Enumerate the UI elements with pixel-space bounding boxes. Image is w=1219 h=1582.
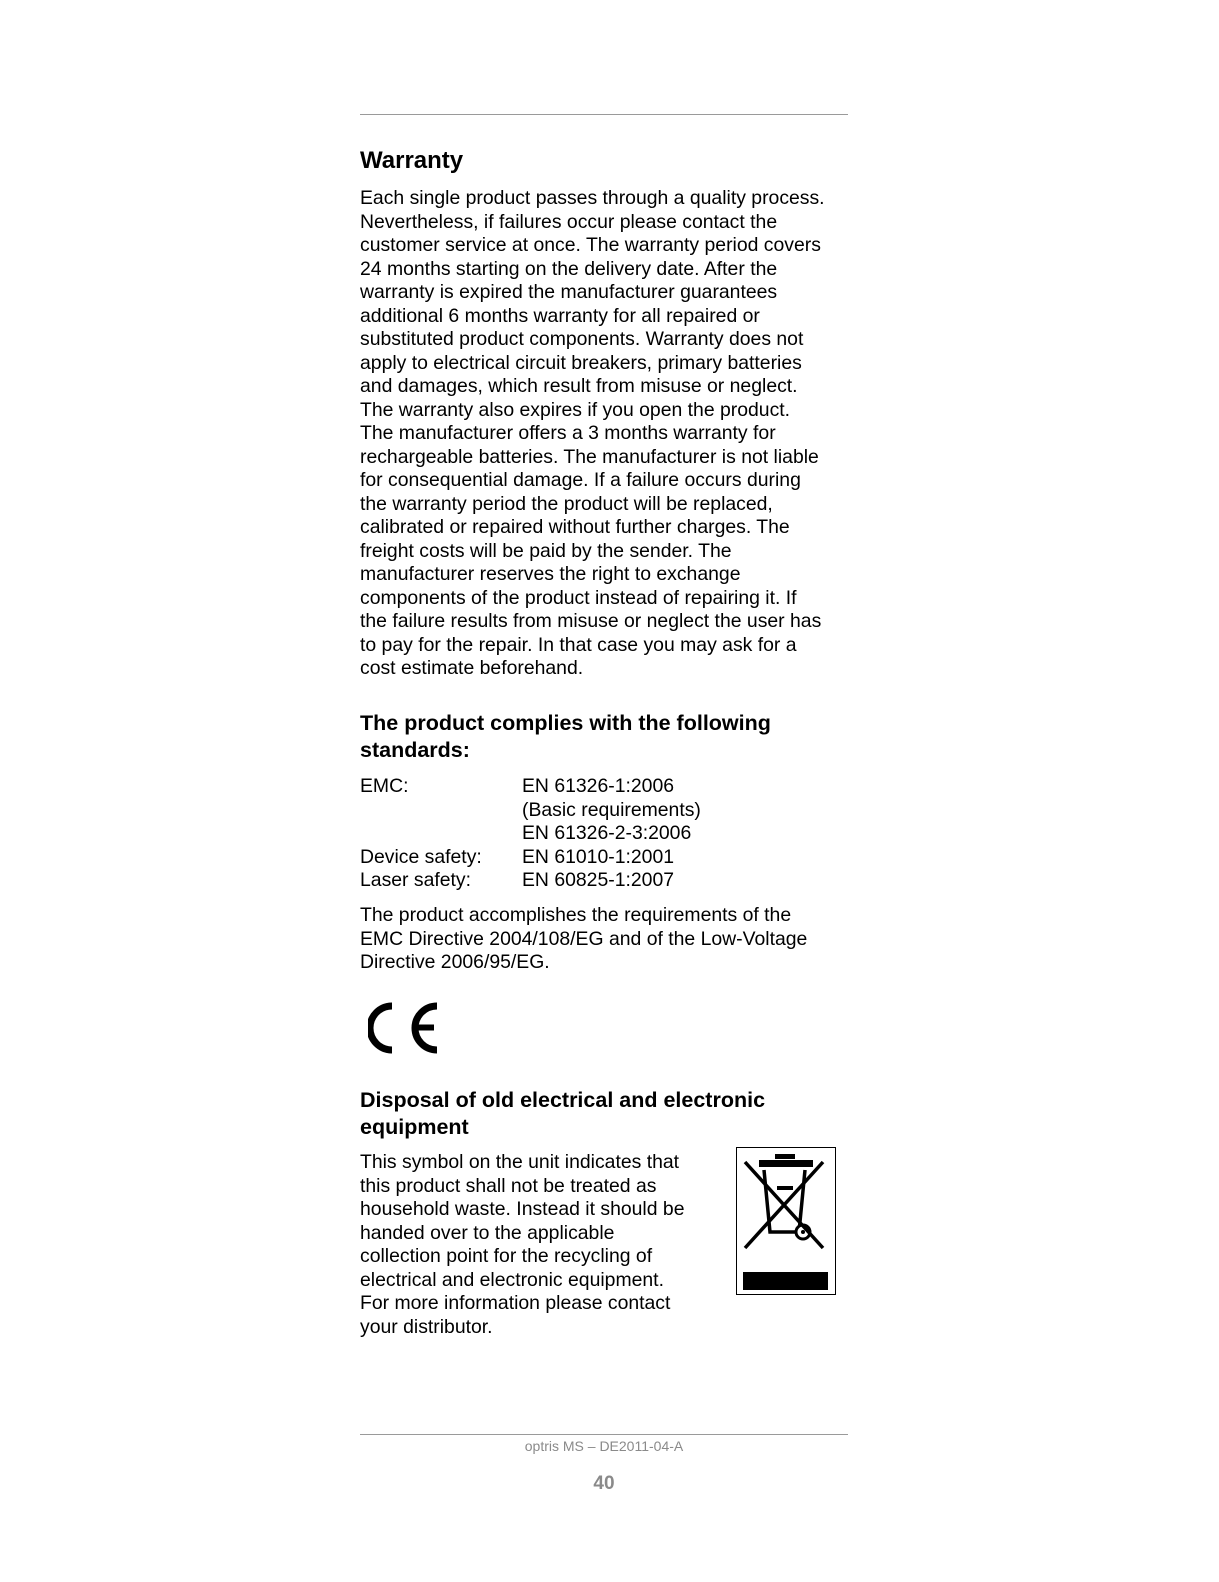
ce-mark-icon: [368, 1002, 444, 1054]
heading-line: Disposal of old electrical and electronic: [360, 1088, 766, 1112]
page-number: 40: [593, 1473, 615, 1494]
heading-line: equipment: [360, 1115, 469, 1139]
text-line: handed over to the applicable: [360, 1221, 615, 1244]
standards-row: [360, 799, 848, 823]
text-line: cost estimate beforehand.: [360, 657, 584, 679]
text-line: the failure results from misuse or neglect the user has: [360, 610, 822, 632]
heading-line: The product complies with the following: [360, 711, 771, 735]
text-line: customer service at once. The warranty period covers: [360, 234, 821, 256]
text-line: apply to electrical circuit breakers, primary batteries: [360, 351, 802, 374]
text-line: The manufacturer offers a 3 months warranty for: [360, 422, 776, 444]
standard-label: Device safety:: [360, 845, 482, 868]
weee-crossed-bin-icon: [737, 1148, 834, 1293]
standards-heading: [360, 710, 848, 764]
standards-row: [360, 775, 848, 799]
standard-value: (Basic requirements): [522, 798, 701, 821]
text-line: warranty is expired the manufacturer guarantees: [360, 281, 778, 303]
text-line: to pay for the repair. In that case you may ask for a: [360, 633, 797, 656]
standards-table: [360, 775, 848, 893]
text-line: calibrated or repaired without further charges. The: [360, 516, 790, 538]
disposal-heading: [360, 1087, 848, 1141]
standard-label: [360, 799, 522, 823]
standards-row: [360, 869, 848, 893]
text-line: collection point for the recycling of: [360, 1245, 653, 1267]
standard-value: EN 61326-2-3:2006: [522, 822, 692, 844]
standard-label: EMC:: [360, 775, 409, 797]
text-line: freight costs will be paid by the sender. The: [360, 539, 732, 562]
text-line: and damages, which result from misuse or neglect.: [360, 375, 798, 397]
warranty-paragraph: [360, 187, 850, 681]
standard-label: [360, 822, 522, 846]
weee-symbol-frame: [736, 1147, 836, 1295]
text-line: Directive 2006/95/EG.: [360, 951, 550, 973]
standards-row: [360, 822, 848, 846]
text-line: Each single product passes through a quality process.: [360, 187, 825, 209]
text-line: For more information please contact: [360, 1292, 671, 1314]
text-line: The product accomplishes the requirements of the: [360, 904, 792, 926]
standard-value: EN 61010-1:2001: [522, 845, 675, 868]
standard-value: EN 60825-1:2007: [522, 869, 675, 891]
text-line: manufacturer reserves the right to exchange: [360, 563, 741, 585]
text-line: substituted product components. Warranty does not: [360, 328, 804, 350]
text-line: this product shall not be treated as: [360, 1174, 657, 1197]
directive-paragraph: [360, 904, 848, 975]
standard-label: Laser safety:: [360, 869, 472, 891]
heading-line: standards:: [360, 738, 470, 762]
text-line: 24 months starting on the delivery date. After the: [360, 257, 778, 280]
disposal-paragraph: [360, 1151, 720, 1339]
text-line: EMC Directive 2004/108/EG and of the Low-Voltage: [360, 927, 808, 950]
warranty-heading: Warranty: [360, 147, 464, 174]
text-line: rechargeable batteries. The manufacturer is not liable: [360, 445, 819, 468]
text-line: household waste. Instead it should be: [360, 1198, 685, 1220]
footer-document-id: optris MS – DE2011-04-A: [524, 1438, 684, 1454]
standards-row: [360, 846, 848, 870]
text-line: electrical and electronic equipment.: [360, 1268, 664, 1291]
header-rule: [360, 114, 848, 115]
text-line: This symbol on the unit indicates that: [360, 1151, 680, 1173]
footer-rule: [360, 1434, 848, 1435]
standard-value: EN 61326-1:2006: [522, 775, 675, 797]
text-line: your distributor.: [360, 1315, 493, 1338]
text-line: The warranty also expires if you open the product.: [360, 398, 791, 421]
text-line: components of the product instead of repairing it. If: [360, 586, 797, 609]
text-line: the warranty period the product will be replaced,: [360, 492, 773, 515]
text-line: Nevertheless, if failures occur please contact the: [360, 210, 778, 233]
text-line: additional 6 months warranty for all repaired or: [360, 304, 760, 327]
text-line: for consequential damage. If a failure occurs during: [360, 469, 801, 491]
